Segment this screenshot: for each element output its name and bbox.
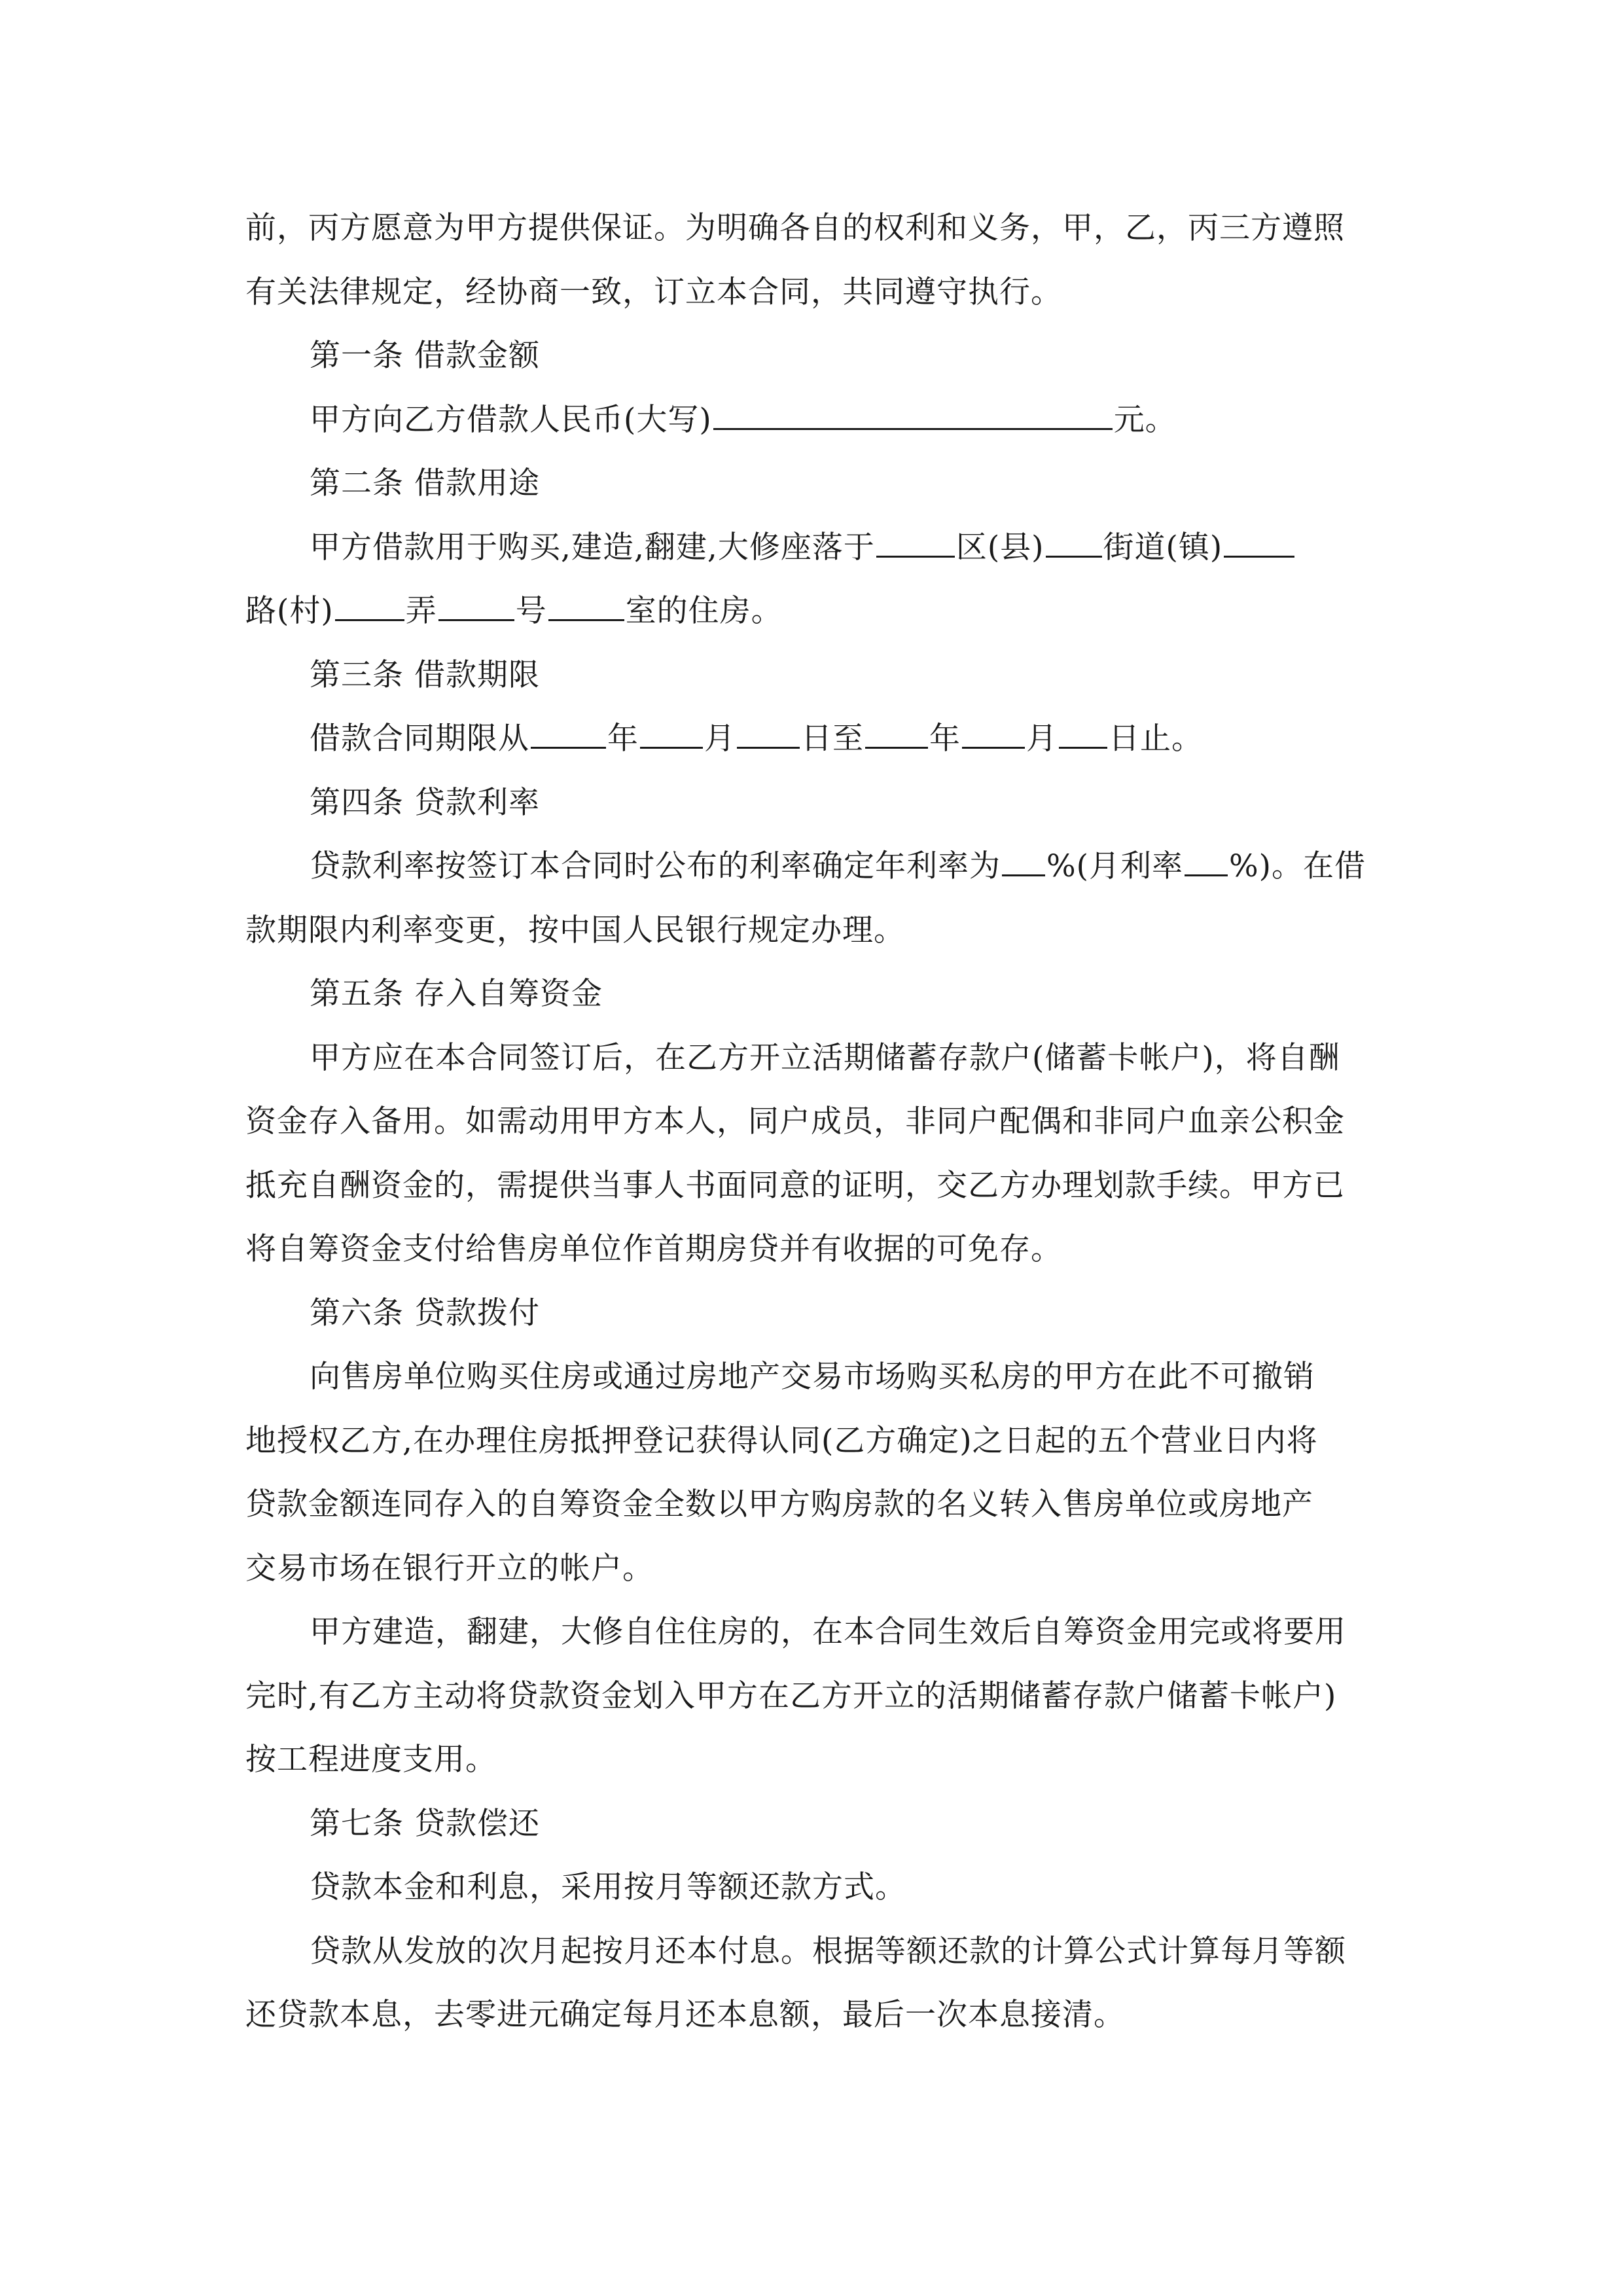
body-line: 地授权乙方,在办理住房抵押登记获得认同(乙方确定)之日起的五个营业日内将: [245, 1422, 1318, 1459]
article-heading: 第六条 贷款拨付: [310, 1295, 540, 1331]
fill-blank: [962, 716, 1025, 749]
text-fragment: 室的住房。: [625, 593, 783, 629]
body-line: 甲方应在本合同签订后，在乙方开立活期储蓄存款户(储蓄卡帐户)，将自酬: [310, 1039, 1340, 1076]
text-fragment: %)。在借: [1229, 848, 1366, 884]
fill-blank: [876, 525, 955, 558]
fill-blank: [737, 716, 800, 749]
text-fragment: 街道(镇): [1103, 529, 1223, 565]
article-heading: 第四条 贷款利率: [310, 784, 540, 821]
fill-blank: [1046, 525, 1102, 558]
text-fragment: 月: [1026, 721, 1058, 757]
body-line: 有关法律规定，经协商一致，订立本合同，共同遵守执行。: [245, 274, 1062, 310]
fill-blank: [713, 397, 1113, 430]
article-heading: 第二条 借款用途: [310, 465, 540, 501]
text-fragment: 借款合同期限从: [310, 721, 529, 757]
text-fragment: 年: [607, 721, 639, 757]
text-fragment: 弄: [405, 593, 437, 629]
contract-body: [245, 196, 1384, 2047]
text-fragment: 日至: [801, 721, 864, 757]
body-line: 交易市场在银行开立的帐户。: [245, 1550, 654, 1587]
body-line: [245, 834, 1384, 899]
body-line: [245, 579, 1384, 643]
fill-blank: [531, 716, 606, 749]
body-line: 完时,有乙方主动将贷款资金划入甲方在乙方开立的活期储蓄存款户储蓄卡帐户): [245, 1677, 1337, 1714]
body-line: [245, 516, 1384, 580]
text-fragment: 号: [515, 593, 547, 629]
text-fragment: %(月利率: [1046, 848, 1183, 884]
text-fragment: 甲方借款用于购买,建造,翻建,大修座落于: [310, 529, 875, 565]
fill-blank: [640, 716, 703, 749]
fill-blank: [335, 588, 404, 621]
fill-blank: [865, 716, 928, 749]
text-fragment: 月: [704, 721, 736, 757]
article-heading: 第五条 存入自筹资金: [310, 976, 603, 1012]
text-fragment: 贷款利率按签订本合同时公布的利率确定年利率为: [310, 848, 1001, 884]
text-fragment: 日止。: [1109, 721, 1203, 757]
fill-blank: [1224, 525, 1294, 558]
text-fragment: 年: [929, 721, 961, 757]
body-line: 将自筹资金支付给售房单位作首期房贷并有收据的可免存。: [245, 1231, 1062, 1267]
fill-blank: [548, 588, 624, 621]
body-line: [245, 388, 1384, 452]
article-heading: 第一条 借款金额: [310, 338, 540, 374]
body-line: 贷款金额连同存入的自筹资金全数以甲方购房款的名义转入售房单位或房地产: [245, 1486, 1313, 1522]
body-line: 抵充自酬资金的，需提供当事人书面同意的证明，交乙方办理划款手续。甲方已: [245, 1167, 1345, 1204]
text-fragment: 区(县): [955, 529, 1044, 565]
body-line: 前，丙方愿意为甲方提供保证。为明确各自的权利和义务，甲，乙，丙三方遵照: [245, 210, 1345, 246]
body-line: 向售房单位购买住房或通过房地产交易市场购买私房的甲方在此不可撤销: [310, 1359, 1315, 1395]
body-line: 资金存入备用。如需动用甲方本人，同户成员，非同户配偶和非同户血亲公积金: [245, 1103, 1345, 1139]
body-line: [245, 707, 1384, 771]
body-line: 还贷款本息，去零进元确定每月还本息额，最后一次本息接清。: [245, 1997, 1125, 2033]
body-line: 按工程进度支用。: [245, 1742, 497, 1778]
body-line: 贷款从发放的次月起按月还本付息。根据等额还款的计算公式计算每月等额: [310, 1933, 1346, 1969]
article-heading: 第七条 贷款偿还: [310, 1805, 540, 1842]
currency-unit: 元。: [1113, 401, 1177, 438]
fill-blank: [1059, 716, 1107, 749]
body-line: 款期限内利率变更，按中国人民银行规定办理。: [245, 912, 905, 948]
fill-blank: [1002, 844, 1045, 876]
body-line: 贷款本金和利息，采用按月等额还款方式。: [310, 1869, 906, 1905]
fill-blank: [1185, 844, 1228, 876]
article-heading: 第三条 借款期限: [310, 656, 540, 693]
loan-amount-label: 甲方向乙方借款人民币(大写): [310, 401, 712, 438]
body-line: 甲方建造，翻建，大修自住住房的，在本合同生效后自筹资金用完或将要用: [310, 1614, 1346, 1650]
fill-blank: [438, 588, 514, 621]
text-fragment: 路(村): [245, 593, 334, 629]
